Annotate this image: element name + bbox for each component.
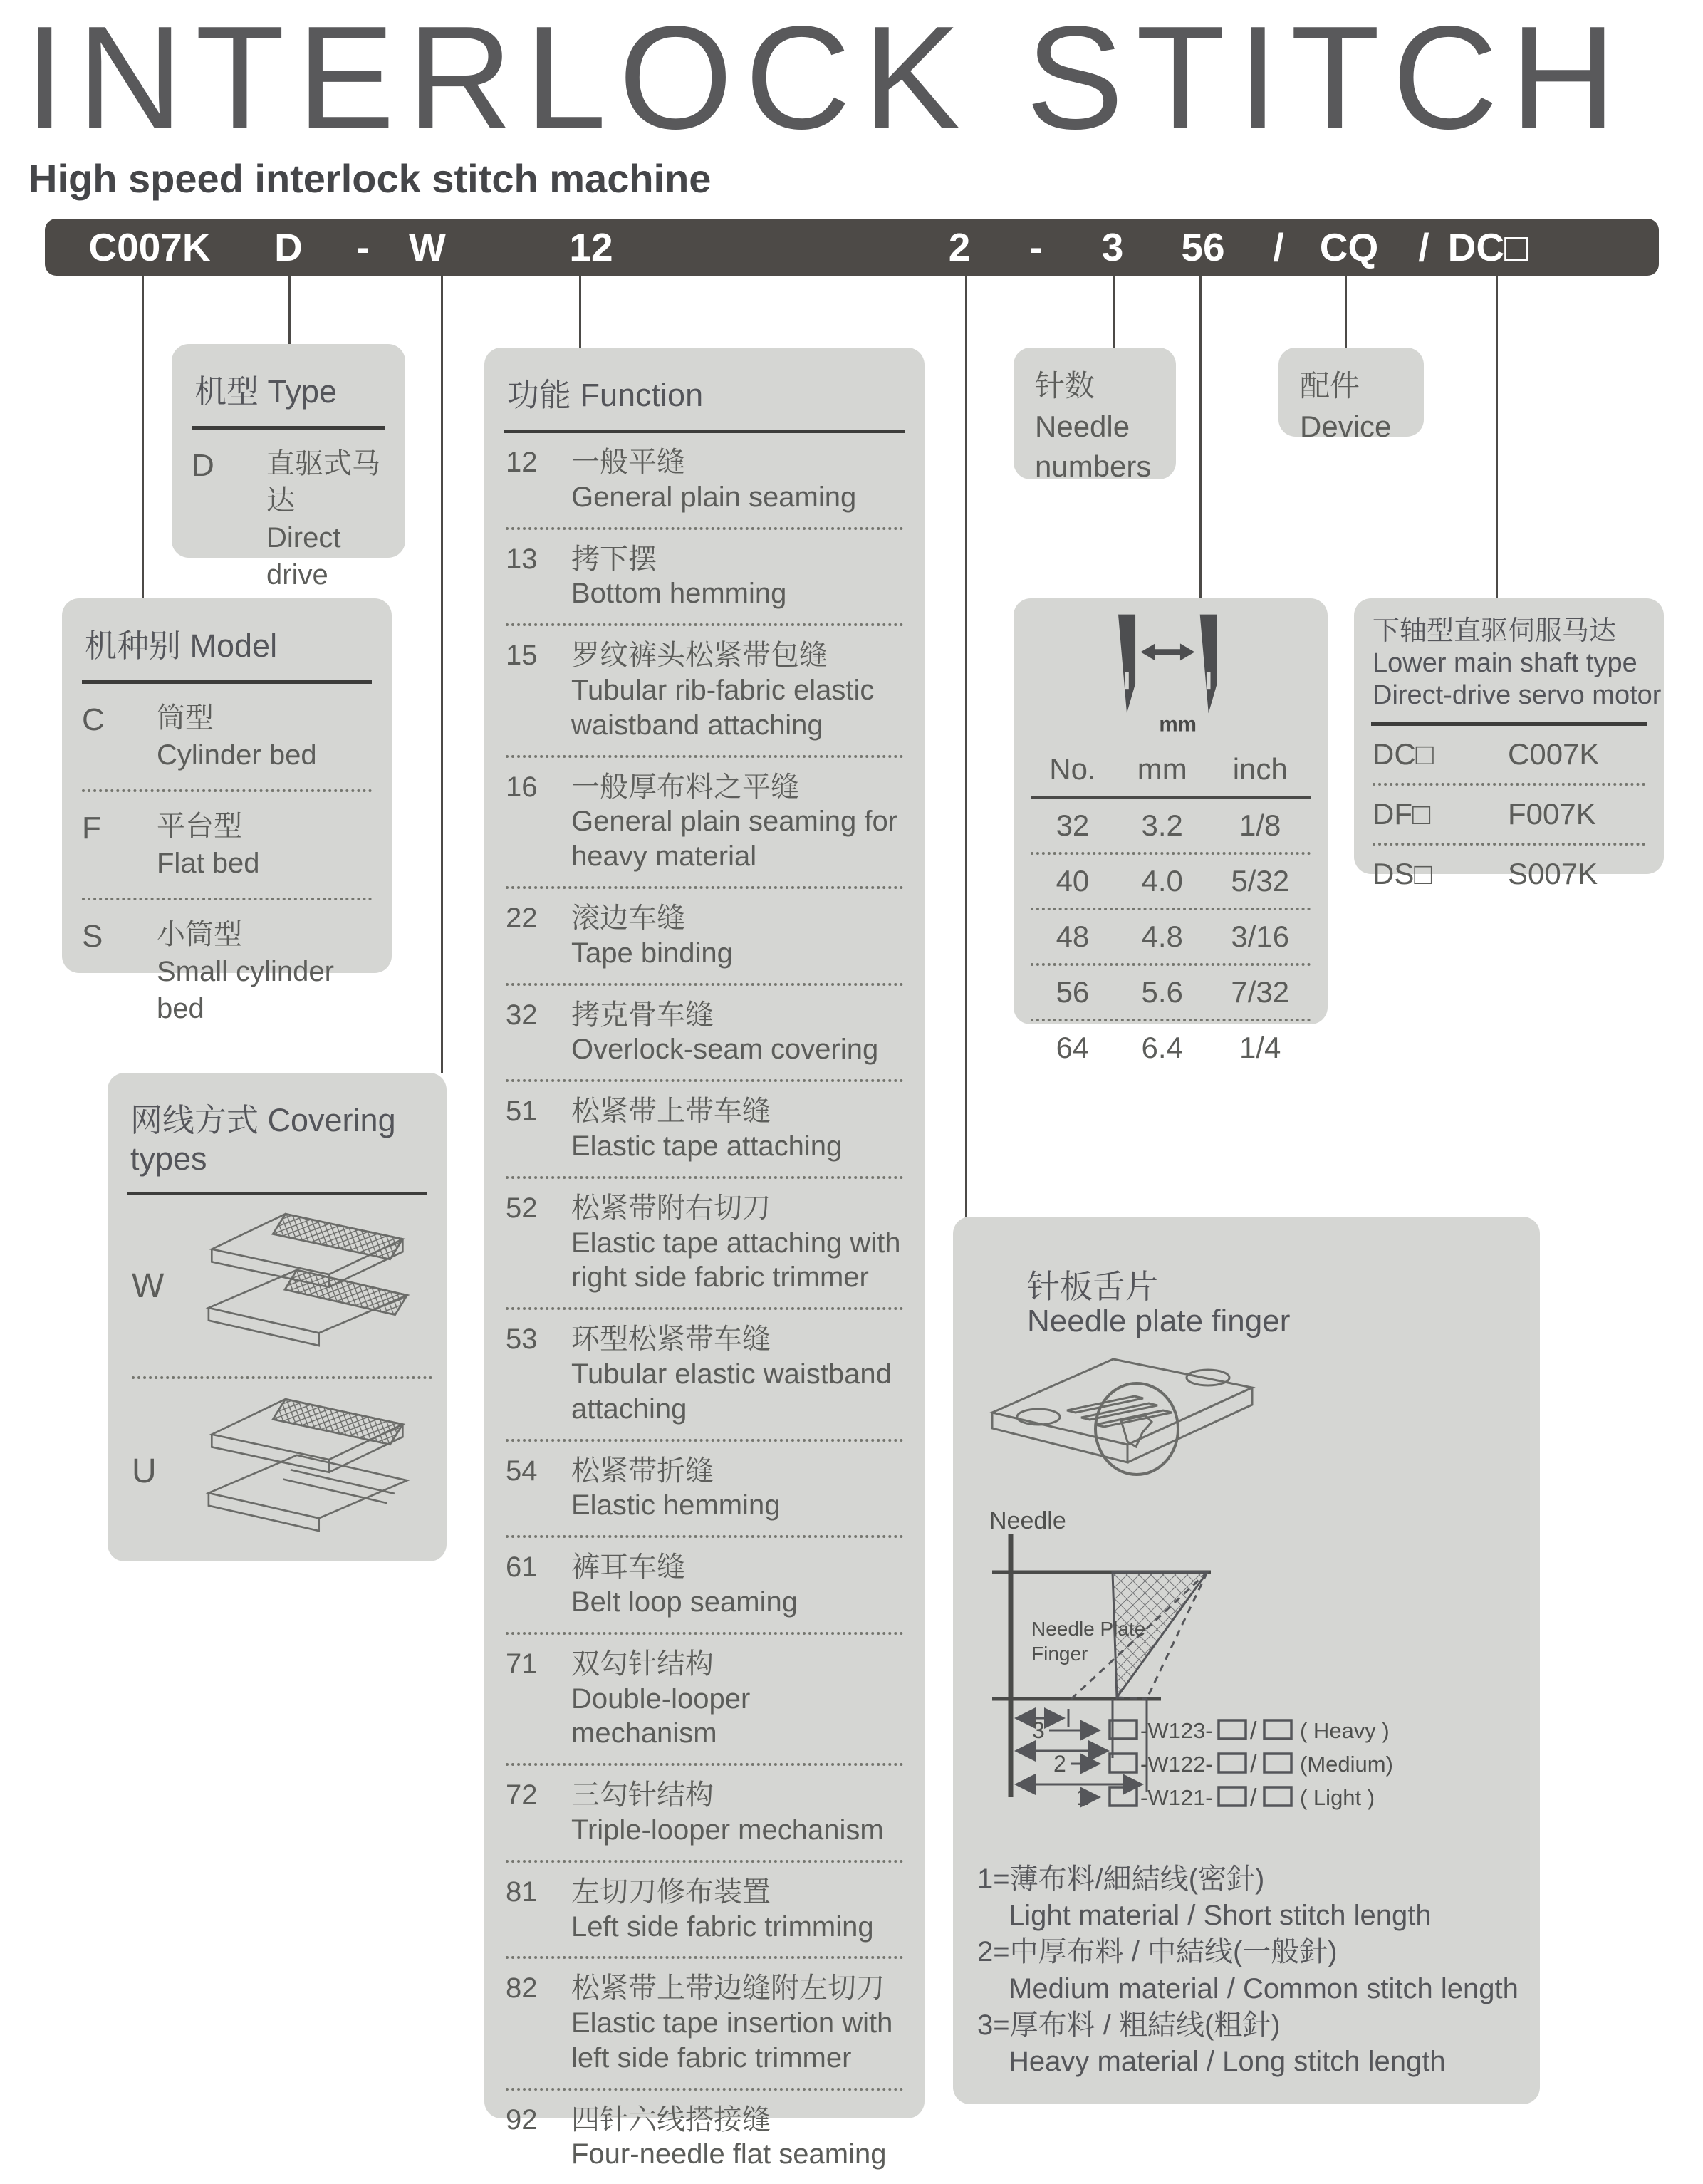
function-cn: 滚边车缝 (571, 902, 685, 934)
svg-text:-W122-: -W122- (1140, 1752, 1213, 1777)
function-texts (571, 1875, 903, 1945)
finger-label-2: Finger (1031, 1643, 1088, 1665)
motor-title-en1: Lower main shaft type (1373, 648, 1637, 678)
code-token-dash-2: - (1029, 225, 1043, 269)
model-code: S (82, 919, 103, 954)
model-en: Small cylinder bed (157, 956, 334, 1024)
finger-option-medium (1053, 1751, 1393, 1778)
connector-56 (1199, 274, 1202, 598)
finger-size-diagram (964, 1496, 1526, 1831)
connector-w (441, 274, 443, 1073)
type-en1: Direct drive (266, 522, 341, 591)
code-token-motor: DC□ (1447, 225, 1528, 269)
finger-option-heavy (1032, 1717, 1390, 1744)
code-token-type: D (274, 225, 303, 269)
function-no: 15 (506, 640, 538, 672)
svg-text:/: / (1250, 1751, 1257, 1778)
function-no: 52 (506, 1192, 538, 1224)
needle-numbers-en2: numbers (1035, 449, 1152, 484)
finger-label-1: Needle Plate (1031, 1618, 1146, 1640)
needle-gauge-icon (1064, 611, 1278, 743)
function-no: 54 (506, 1455, 538, 1487)
covering-code-u: U (132, 1452, 157, 1490)
connector-3 (1113, 274, 1115, 349)
function-cn: 拷克骨车缝 (571, 999, 714, 1031)
function-cn: 松紧带上带边缝附左切刀 (571, 1972, 885, 2004)
function-texts (571, 638, 903, 742)
needle-numbers-en1: Needle (1035, 409, 1130, 443)
function-item-71 (506, 1635, 903, 1766)
needle-table-row: 64 6.4 1/4 (1056, 1031, 1281, 1064)
function-item-82 (506, 1959, 903, 2090)
function-item-51 (506, 1082, 903, 1179)
code-token-needle-number: 56 (1181, 225, 1225, 269)
function-en: General plain seaming for heavy material (571, 806, 898, 873)
function-cn: 双勾针结构 (571, 1648, 714, 1680)
svg-text:2: 2 (1053, 1751, 1066, 1777)
code-token-covering: W (409, 225, 446, 269)
needle-table-header (1031, 752, 1311, 796)
function-en: Double-looper mechanism (571, 1683, 751, 1749)
motor-row-df: DF□ F007K (1373, 786, 1645, 846)
function-no: 51 (506, 1096, 538, 1128)
function-no: 12 (506, 447, 538, 478)
function-no: 71 (506, 1648, 538, 1680)
motor-box-title (1354, 598, 1664, 722)
function-en: Tubular elastic waistband attaching (571, 1358, 892, 1425)
function-texts (571, 998, 903, 1068)
function-texts (571, 1094, 903, 1164)
code-token-base-model: C007K (88, 225, 211, 269)
function-cn: 松紧带附右切刀 (571, 1192, 771, 1224)
gauge-unit-label: mm (1158, 712, 1197, 737)
covering-w-illustration (189, 1204, 424, 1368)
npf-title-en: Needle plate finger (1027, 1304, 1291, 1338)
function-cn: 四针六线搭接缝 (571, 2104, 771, 2136)
model-code: C (82, 702, 105, 737)
model-item-c (82, 684, 372, 792)
function-texts (571, 445, 903, 515)
function-no: 61 (506, 1551, 538, 1584)
model-item-s (82, 900, 372, 1043)
svg-text:/: / (1250, 1717, 1257, 1744)
needle-table-row: 40 4.0 5/32 (1031, 855, 1311, 910)
function-en: Elastic hemming (571, 1489, 781, 1522)
covering-item-u (132, 1379, 432, 1563)
function-en: Tape binding (571, 937, 733, 969)
motor-row-ds: DS□ S007K (1373, 857, 1598, 891)
function-item-52 (506, 1179, 903, 1310)
code-token-function: 12 (569, 225, 613, 269)
model-en: Flat bed (157, 848, 260, 879)
code-token-finger: 2 (948, 225, 971, 269)
function-texts (571, 1550, 903, 1620)
page-subtitle: High speed interlock stitch machine (28, 156, 712, 201)
needle-table-row: 48 4.8 3/16 (1031, 910, 1311, 966)
note-2-cn: 2=中厚布料 / 中結线(一般針) (977, 1936, 1338, 1968)
needle-table-row: 32 3.2 1/8 (1031, 799, 1311, 855)
model-en: Cylinder bed (157, 739, 317, 771)
model-cn: 小筒型 (157, 919, 242, 950)
function-item-32 (506, 986, 903, 1083)
covering-types-box (108, 1073, 447, 1561)
function-box-title: 功能 Function (507, 377, 704, 413)
model-box-title: 机种别 Model (85, 628, 278, 664)
needle-numbers-label-box (1014, 348, 1176, 484)
function-en: General plain seaming (571, 481, 857, 513)
npf-title-cn: 针板舌片 (1027, 1268, 1158, 1305)
function-en: Left side fabric trimming (571, 1910, 874, 1943)
col-no: No. (1049, 752, 1096, 786)
needle-plate-finger-box (953, 1217, 1540, 2104)
svg-text:( Heavy ): ( Heavy ) (1300, 1718, 1390, 1743)
device-cn: 配件 (1300, 369, 1360, 402)
finger-notes (977, 1861, 1519, 2080)
function-item-12 (506, 433, 903, 530)
function-en: Elastic tape attaching (571, 1130, 843, 1162)
connector-cq (1345, 274, 1347, 349)
note-3-en: Heavy material / Long stitch length (1009, 2045, 1446, 2077)
needle-label: Needle (989, 1507, 1066, 1534)
model-cn: 筒型 (157, 702, 214, 734)
type-box-title: 机型 Type (194, 373, 338, 410)
function-no: 16 (506, 771, 538, 803)
function-cn: 左切刀修布装置 (571, 1876, 771, 1908)
model-box (62, 598, 392, 1024)
model-texts (157, 916, 372, 1027)
function-no: 53 (506, 1324, 538, 1356)
motor-box (1354, 598, 1664, 891)
function-en: Elastic tape attaching with right side fabric trimmer (571, 1227, 901, 1294)
svg-text:( Light ): ( Light ) (1300, 1785, 1375, 1810)
function-texts (571, 1778, 903, 1848)
needle-plate-illustration (981, 1345, 1288, 1516)
function-cn: 裤耳车缝 (571, 1551, 685, 1584)
covering-box-title: 网线方式 Covering types (130, 1102, 396, 1177)
function-no: 13 (506, 543, 538, 575)
note-3-cn: 3=厚布料 / 粗結线(粗針) (977, 2009, 1281, 2041)
connector-dc (1496, 274, 1498, 598)
function-en: Triple-looper mechanism (571, 1814, 884, 1846)
function-en: Elastic tape insertion with left side fabric trimmer (571, 2007, 893, 2074)
model-cn: 平台型 (157, 811, 242, 842)
code-token-dash-1: - (356, 225, 370, 269)
motor-title-en2: Direct-drive servo motor (1373, 680, 1662, 710)
function-texts (571, 542, 903, 612)
function-texts (571, 2103, 903, 2173)
function-no: 22 (506, 902, 538, 934)
model-texts (157, 700, 372, 774)
code-token-stitch: 3 (1101, 225, 1124, 269)
function-item-22 (506, 889, 903, 986)
function-texts (571, 1191, 903, 1295)
model-item-f (82, 792, 372, 900)
page-title: INTERLOCK STITCH (24, 0, 1629, 160)
finger-option-light (1076, 1784, 1375, 1811)
function-cn: 一般厚布料之平缝 (571, 771, 799, 803)
function-cn: 三勾针结构 (571, 1779, 714, 1811)
code-token-slash-1: / (1273, 225, 1284, 269)
function-texts (571, 770, 903, 874)
function-en: Bottom hemming (571, 578, 787, 610)
function-item-53 (506, 1310, 903, 1441)
function-texts (571, 1454, 903, 1524)
device-label-box (1278, 348, 1424, 443)
needle-gauge-illustration (1014, 598, 1328, 747)
function-no: 32 (506, 999, 538, 1031)
needle-numbers-cn: 针数 (1035, 369, 1095, 402)
needle-table-row: 56 5.6 7/32 (1031, 966, 1311, 1021)
note-1-cn: 1=薄布料/細結线(密針) (977, 1863, 1265, 1895)
function-cn: 拷下摆 (571, 543, 657, 575)
device-en: Device (1300, 409, 1392, 443)
needle-icon-right (1199, 615, 1217, 714)
type-code: D (192, 448, 214, 483)
function-item-16 (506, 758, 903, 889)
function-no: 82 (506, 1972, 538, 2004)
svg-text:-W123-: -W123- (1140, 1718, 1213, 1743)
function-box (484, 348, 925, 2170)
function-item-15 (506, 626, 903, 757)
function-item-61 (506, 1538, 903, 1635)
function-no: 92 (506, 2104, 538, 2136)
connector-12 (579, 274, 581, 349)
model-code-bar (45, 219, 1659, 276)
function-item-13 (506, 530, 903, 627)
code-token-device: CQ (1319, 225, 1379, 269)
svg-text:-W121-: -W121- (1140, 1785, 1213, 1810)
needle-icon-left (1118, 615, 1135, 714)
svg-text:(Medium): (Medium) (1300, 1752, 1393, 1777)
motor-row-dc: DC□ C007K (1373, 726, 1645, 786)
covering-u-illustration (189, 1389, 424, 1553)
col-mm: mm (1137, 752, 1187, 786)
needle-table-box (1014, 598, 1328, 1064)
function-cn: 松紧带上带车缝 (571, 1096, 771, 1128)
svg-text:3: 3 (1032, 1717, 1045, 1743)
svg-text:1: 1 (1076, 1784, 1089, 1810)
function-item-92 (506, 2091, 903, 2184)
note-2-en: Medium material / Common stitch length (1009, 1972, 1519, 2004)
function-en: Overlock-seam covering (571, 1034, 879, 1066)
function-cn: 一般平缝 (571, 447, 685, 478)
function-item-54 (506, 1442, 903, 1539)
connector-d (288, 274, 291, 345)
function-cn: 罗纹裤头松紧带包缝 (571, 640, 828, 672)
function-en: Four-needle flat seaming (571, 2138, 887, 2170)
motor-title-cn: 下轴型直驱伺服马达 (1373, 616, 1617, 646)
svg-text:/: / (1250, 1784, 1257, 1811)
covering-code-w: W (132, 1267, 165, 1305)
col-inch: inch (1232, 752, 1288, 786)
function-item-81 (506, 1863, 903, 1960)
function-item-72 (506, 1766, 903, 1863)
function-texts (571, 1971, 903, 2075)
covering-item-w (132, 1195, 432, 1379)
function-cn: 松紧带折缝 (571, 1455, 714, 1487)
code-token-slash-2: / (1418, 225, 1429, 269)
model-texts (157, 808, 372, 882)
connector-2 (965, 274, 967, 1217)
function-texts (571, 901, 903, 971)
function-en: Tubular rib-fabric elastic waistband attaching (571, 674, 875, 741)
function-texts (571, 1322, 903, 1426)
type-box (172, 344, 405, 591)
function-cn: 环型松紧带车缝 (571, 1324, 771, 1356)
function-texts (571, 1647, 903, 1751)
function-no: 72 (506, 1779, 538, 1811)
type-cn: 直驱式马达 (266, 448, 380, 516)
connector-c007k (142, 274, 144, 598)
function-en: Belt loop seaming (571, 1586, 798, 1618)
function-no: 81 (506, 1876, 538, 1908)
note-1-en: Light material / Short stitch length (1009, 1900, 1432, 1932)
model-code: F (82, 811, 101, 846)
